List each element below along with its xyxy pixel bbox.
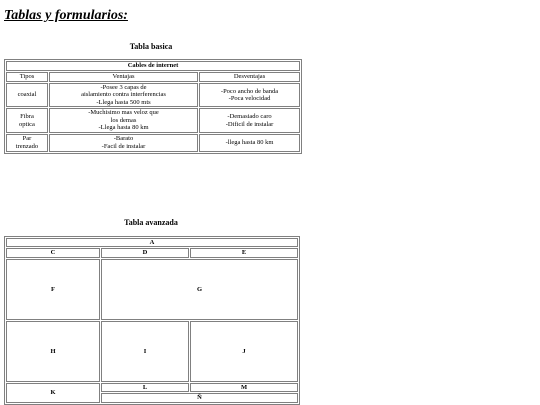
cell-line: Par: [22, 135, 32, 143]
cell-i: I: [101, 321, 189, 382]
cell-c: C: [6, 248, 100, 257]
cell-line: -Dificil de instalar: [225, 120, 274, 128]
cell-line: -Llega hasta 80 km: [98, 124, 149, 132]
cell-line: -Facil de instalar: [101, 142, 146, 150]
cell-e: E: [190, 248, 298, 257]
advanced-table: [4, 236, 300, 405]
cell-line: -Poco ancho de banda: [220, 87, 279, 95]
table-row: [6, 108, 300, 132]
cell-line: -Demasiado caro: [227, 113, 272, 121]
column-header-desventajas: Desventajas: [199, 72, 300, 82]
cell-line: optica: [19, 120, 35, 128]
cell-l: L: [101, 383, 189, 392]
cell-line: Fibra: [20, 113, 34, 121]
cell-advantages-coaxial: [49, 83, 198, 107]
advanced-table-caption: Tabla avanzada: [124, 218, 178, 227]
cell-j: J: [190, 321, 298, 382]
column-header-tipos: Tipos: [6, 72, 48, 82]
cell-line: -Poca velocidad: [228, 95, 271, 103]
cell-k: K: [6, 383, 100, 403]
cell-n: Ñ: [101, 393, 298, 402]
basic-table: [4, 59, 302, 154]
cell-advantages-par: [49, 134, 198, 152]
cell-line: -Llega hasta 500 mts: [96, 98, 151, 106]
cell-m: M: [190, 383, 298, 392]
cell-line: -Posee 3 capas de: [100, 84, 147, 91]
basic-table-caption: Tabla basica: [129, 42, 173, 51]
cell-disadvantages-coaxial: [199, 83, 300, 107]
page-title: Tablas y formularios:: [4, 8, 128, 23]
cell-type-fibra: [6, 108, 48, 132]
cell-disadvantages-fibra: [199, 108, 300, 132]
cell-f: F: [6, 259, 100, 320]
cell-line: aislamiento contra interferencias: [81, 91, 166, 99]
cell-line: -llega hasta 80 km: [225, 139, 274, 147]
table-row: [6, 83, 300, 107]
basic-table-header: Cables de internet: [6, 61, 300, 71]
cell-type-coaxial: coaxial: [6, 83, 48, 107]
cell-h: H: [6, 321, 100, 382]
cell-d: D: [101, 248, 189, 257]
cell-line: -Muchisimo mas veloz que: [88, 109, 159, 117]
cell-g: G: [101, 259, 298, 320]
cell-line: -Barato: [113, 135, 134, 143]
cell-line: trenzado: [15, 142, 39, 150]
column-header-ventajas: Ventajas: [49, 72, 198, 82]
cell-disadvantages-par: [199, 134, 300, 152]
cell-line: los demas: [110, 116, 137, 124]
cell-type-par: [6, 134, 48, 152]
table-row: [6, 134, 300, 152]
cell-advantages-fibra: [49, 108, 198, 132]
cell-a: A: [6, 238, 298, 247]
